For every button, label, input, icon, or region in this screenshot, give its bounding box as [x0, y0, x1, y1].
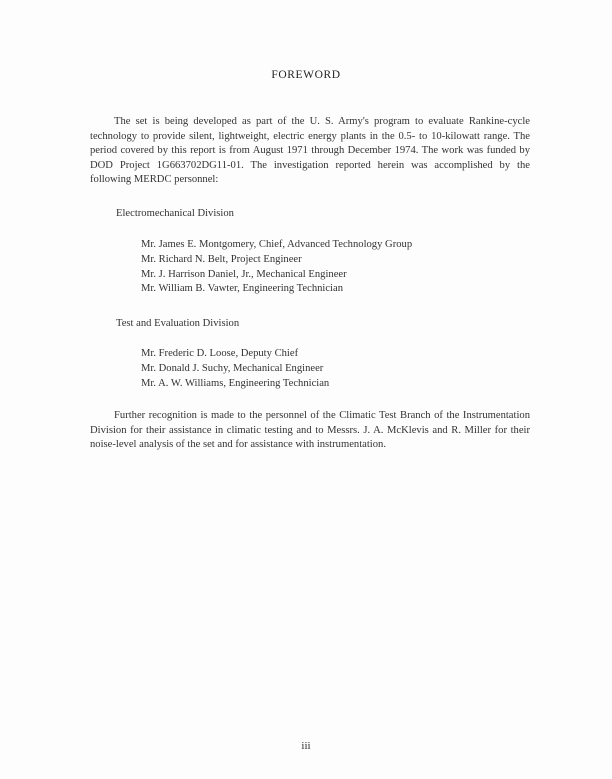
- page-title: FOREWORD: [271, 69, 341, 81]
- intro-paragraph-text: The set is being developed as part of the U. S. Army's program to evaluate Rankine-cycle technology to provide silent, lightweight, electric energy plants in the 0.5- to 10-kilowatt range. The period covered by this report is from August 1971 through December 1974. The work was funded by DOD Project 1G663702DG11-01. The investigation reported herein was accomplished by the following MERDC personnel:: [90, 116, 530, 186]
- personnel-item: Mr. J. Harrison Daniel, Jr., Mechanical Engineer: [141, 268, 347, 280]
- personnel-item: Mr. Frederic D. Loose, Deputy Chief: [141, 348, 299, 359]
- personnel-list-test-evaluation: [141, 347, 329, 391]
- personnel-item: Mr. William B. Vawter, Engineering Technician: [141, 283, 343, 295]
- page-number: iii: [301, 740, 311, 752]
- closing-paragraph-text: Further recognition is made to the personnel of the Climatic Test Branch of the Instrumentation Division for their assistance in climatic testing and to Messrs. J. A. McKlevis and R. Miller for their noise-level analysis of the set and for assistance with instrumentation.: [90, 410, 530, 451]
- personnel-list-electromechanical: [141, 238, 412, 297]
- intro-paragraph: [90, 115, 530, 188]
- personnel-item: Mr. A. W. Williams, Engineering Technician: [141, 377, 330, 389]
- division-heading-test-evaluation: Test and Evaluation Division: [116, 318, 240, 329]
- personnel-item: Mr. James E. Montgomery, Chief, Advanced Technology Group: [141, 239, 413, 250]
- personnel-item: Mr. Donald J. Suchy, Mechanical Engineer: [141, 362, 324, 374]
- personnel-item: Mr. Richard N. Belt, Project Engineer: [141, 253, 302, 265]
- closing-paragraph: [90, 409, 530, 453]
- division-heading-electromechanical: Electromechanical Division: [116, 208, 234, 219]
